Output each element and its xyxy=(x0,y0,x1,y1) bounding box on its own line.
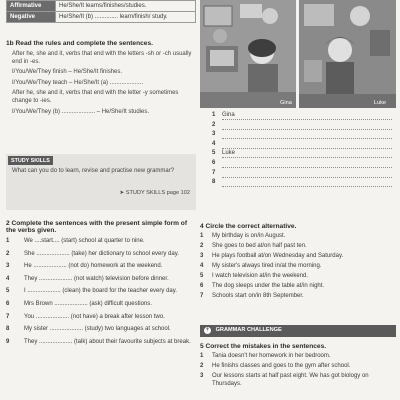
answer-rule xyxy=(222,186,392,187)
item-number: 7 xyxy=(200,292,204,299)
item-text: Our lessons starts at half past eight. We has got biology on Thursdays. xyxy=(212,372,369,387)
plus-icon: + xyxy=(205,327,210,333)
rule-text: After he, she and it, verbs that end with the letters -sh or -ch usually end in -es. xyxy=(12,51,192,65)
item-number: 4 xyxy=(200,262,204,269)
answer-rule xyxy=(222,129,392,130)
gap-sentence[interactable]: I/You/We/They teach – He/She/It (a) .................... xyxy=(12,79,144,86)
item-number: 8 xyxy=(6,326,10,333)
list-item[interactable] xyxy=(200,243,396,251)
table-row xyxy=(7,12,196,23)
answer-rule xyxy=(222,138,392,139)
line-number: 1 xyxy=(212,112,216,118)
study-skills-question: What can you do to learn, revise and practise new grammar? xyxy=(12,168,175,174)
item-number: 3 xyxy=(6,263,10,270)
item-number: 2 xyxy=(200,242,204,249)
list-item[interactable] xyxy=(6,288,196,296)
line-number: 3 xyxy=(212,131,216,138)
item-text: You .................... (not have) a break after lesson two. xyxy=(24,313,165,320)
list-item[interactable] xyxy=(6,314,196,322)
exercise-2 xyxy=(6,220,196,351)
list-item[interactable] xyxy=(200,253,396,261)
item-text: We ....start.... (start) school at quarter to nine. xyxy=(24,238,145,244)
list-item[interactable] xyxy=(6,238,196,246)
list-item[interactable] xyxy=(200,263,396,271)
exercise-instruction: Circle the correct alternative. xyxy=(205,223,297,230)
item-number: 3 xyxy=(200,372,204,379)
exercise-5-heading xyxy=(200,343,396,350)
item-text: He .................... (not do) homework at the weekend. xyxy=(24,263,163,270)
list-item[interactable] xyxy=(200,353,396,361)
item-number: 1 xyxy=(200,233,204,239)
rule-text: After he, she and it, verbs that end with the letter -y sometimes change to -ies. xyxy=(12,90,179,104)
line-text: Luke xyxy=(222,150,236,157)
line-number: 8 xyxy=(212,179,216,186)
exercise-instruction: Complete the sentences with the present simple form of the verbs given. xyxy=(6,220,188,234)
gap-sentence[interactable]: I/You/We/They (b) .................... – He/She/It studies. xyxy=(12,108,150,115)
item-text: She .................... (take) her dictionary to school every day. xyxy=(24,250,179,257)
study-skills-badge: STUDY SKILLS xyxy=(8,156,53,165)
line-number: 4 xyxy=(212,140,216,147)
grammar-challenge xyxy=(200,325,396,391)
writing-lines xyxy=(200,112,396,189)
item-number: 2 xyxy=(6,250,10,257)
exercise-number: 2 xyxy=(6,220,10,227)
table-row xyxy=(7,1,196,12)
item-number: 4 xyxy=(6,275,10,282)
item-text: Schools start on/in 8th September. xyxy=(212,292,304,299)
exercise-5 xyxy=(200,343,396,388)
item-text: The dog sleeps under the table at/in night. xyxy=(212,282,325,289)
item-text: I watch television at/in the weekend. xyxy=(212,272,309,279)
grammar-challenge-label: GRAMMAR CHALLENGE xyxy=(215,327,282,333)
exercise-1b-heading xyxy=(6,40,196,47)
line-number: 6 xyxy=(212,159,216,166)
line-number: 5 xyxy=(212,150,216,157)
exercise-1b xyxy=(6,40,196,119)
answer-rule xyxy=(222,157,392,158)
item-number: 1 xyxy=(6,238,10,244)
item-text: They .................... (not watch) television before dinner. xyxy=(24,275,169,282)
exercise-instruction: Read the rules and complete the sentences. xyxy=(15,40,153,47)
item-number: 6 xyxy=(200,282,204,289)
list-item[interactable] xyxy=(200,273,396,281)
write-line[interactable] xyxy=(200,112,396,122)
caption-gina: Gina xyxy=(280,100,292,106)
exercise-number: 5 xyxy=(200,343,204,350)
item-number: 1 xyxy=(200,353,204,359)
item-number: 7 xyxy=(6,313,10,320)
list-item[interactable] xyxy=(6,326,196,334)
item-number: 5 xyxy=(200,272,204,279)
affirmative-text: He/She/It learns/finishes/studies. xyxy=(56,1,196,12)
list-item[interactable] xyxy=(200,293,396,301)
exercise-2-heading xyxy=(6,220,196,234)
item-number: 5 xyxy=(6,288,10,295)
item-text: Tania doesn't her homework in her bedroom. xyxy=(212,353,331,359)
item-text: He finishs classes and goes to the gym after school. xyxy=(212,362,351,369)
example-text: I/You/We/They finish – He/She/It finishes. xyxy=(12,69,123,76)
exercise-number: 1b xyxy=(6,40,14,47)
write-line[interactable] xyxy=(200,160,396,170)
write-line[interactable] xyxy=(200,170,396,180)
exercise-4-heading xyxy=(200,223,396,230)
item-text: She goes to bed at/on half past ten. xyxy=(212,242,307,249)
write-line[interactable] xyxy=(200,141,396,151)
affirmative-label: Affirmative xyxy=(7,1,56,12)
item-text: I .................... (clean) the board for the teacher every day. xyxy=(24,288,177,295)
exercise-instruction: Correct the mistakes in the sentences. xyxy=(205,343,327,350)
answer-rule xyxy=(222,177,392,178)
write-line[interactable] xyxy=(200,131,396,141)
item-text: My sister's always tired in/at the morning. xyxy=(212,262,322,269)
negative-label: Negative xyxy=(7,12,56,23)
write-line[interactable] xyxy=(200,150,396,160)
list-item[interactable] xyxy=(6,251,196,259)
exercise-4 xyxy=(200,223,396,303)
list-item[interactable] xyxy=(6,263,196,271)
exercise-number: 4 xyxy=(200,223,204,230)
answer-rule xyxy=(222,148,392,149)
line-number: 2 xyxy=(212,121,216,128)
list-item[interactable] xyxy=(6,339,196,347)
line-text: Gina xyxy=(222,112,235,118)
list-item[interactable] xyxy=(200,283,396,291)
study-skills-box xyxy=(6,154,196,210)
item-text: My sister .................... (study) two languages at school. xyxy=(24,326,171,333)
item-number: 3 xyxy=(200,252,204,259)
item-number: 2 xyxy=(200,362,204,369)
item-text: Mrs Brown .................... (ask) difficult questions. xyxy=(24,300,152,307)
item-number: 6 xyxy=(6,300,10,307)
list-item[interactable] xyxy=(200,233,396,241)
list-item[interactable] xyxy=(200,373,396,388)
list-item[interactable] xyxy=(200,363,396,371)
panel-divider xyxy=(296,0,299,108)
item-text: They .................... (talk) about their favourite subjects at break. xyxy=(24,338,191,345)
write-line[interactable] xyxy=(200,122,396,132)
caption-luke: Luke xyxy=(373,100,386,106)
item-number: 9 xyxy=(6,338,10,345)
item-text: He plays football at/on Wednesday and Saturday. xyxy=(212,252,344,259)
answer-rule xyxy=(222,119,392,120)
answer-rule xyxy=(222,167,392,168)
grammar-challenge-banner xyxy=(200,325,396,337)
write-line[interactable] xyxy=(200,179,396,189)
grammar-table xyxy=(6,0,196,23)
list-item[interactable] xyxy=(6,301,196,309)
item-text: My birthday is on/in August. xyxy=(212,233,286,239)
illustration xyxy=(200,0,396,108)
list-item[interactable] xyxy=(6,276,196,284)
negative-text: He/She/It (b) .............. learn/finish/ study. xyxy=(56,12,196,23)
study-skills-reference: ➤ STUDY SKILLS page 102 xyxy=(119,190,190,196)
line-number: 7 xyxy=(212,169,216,176)
